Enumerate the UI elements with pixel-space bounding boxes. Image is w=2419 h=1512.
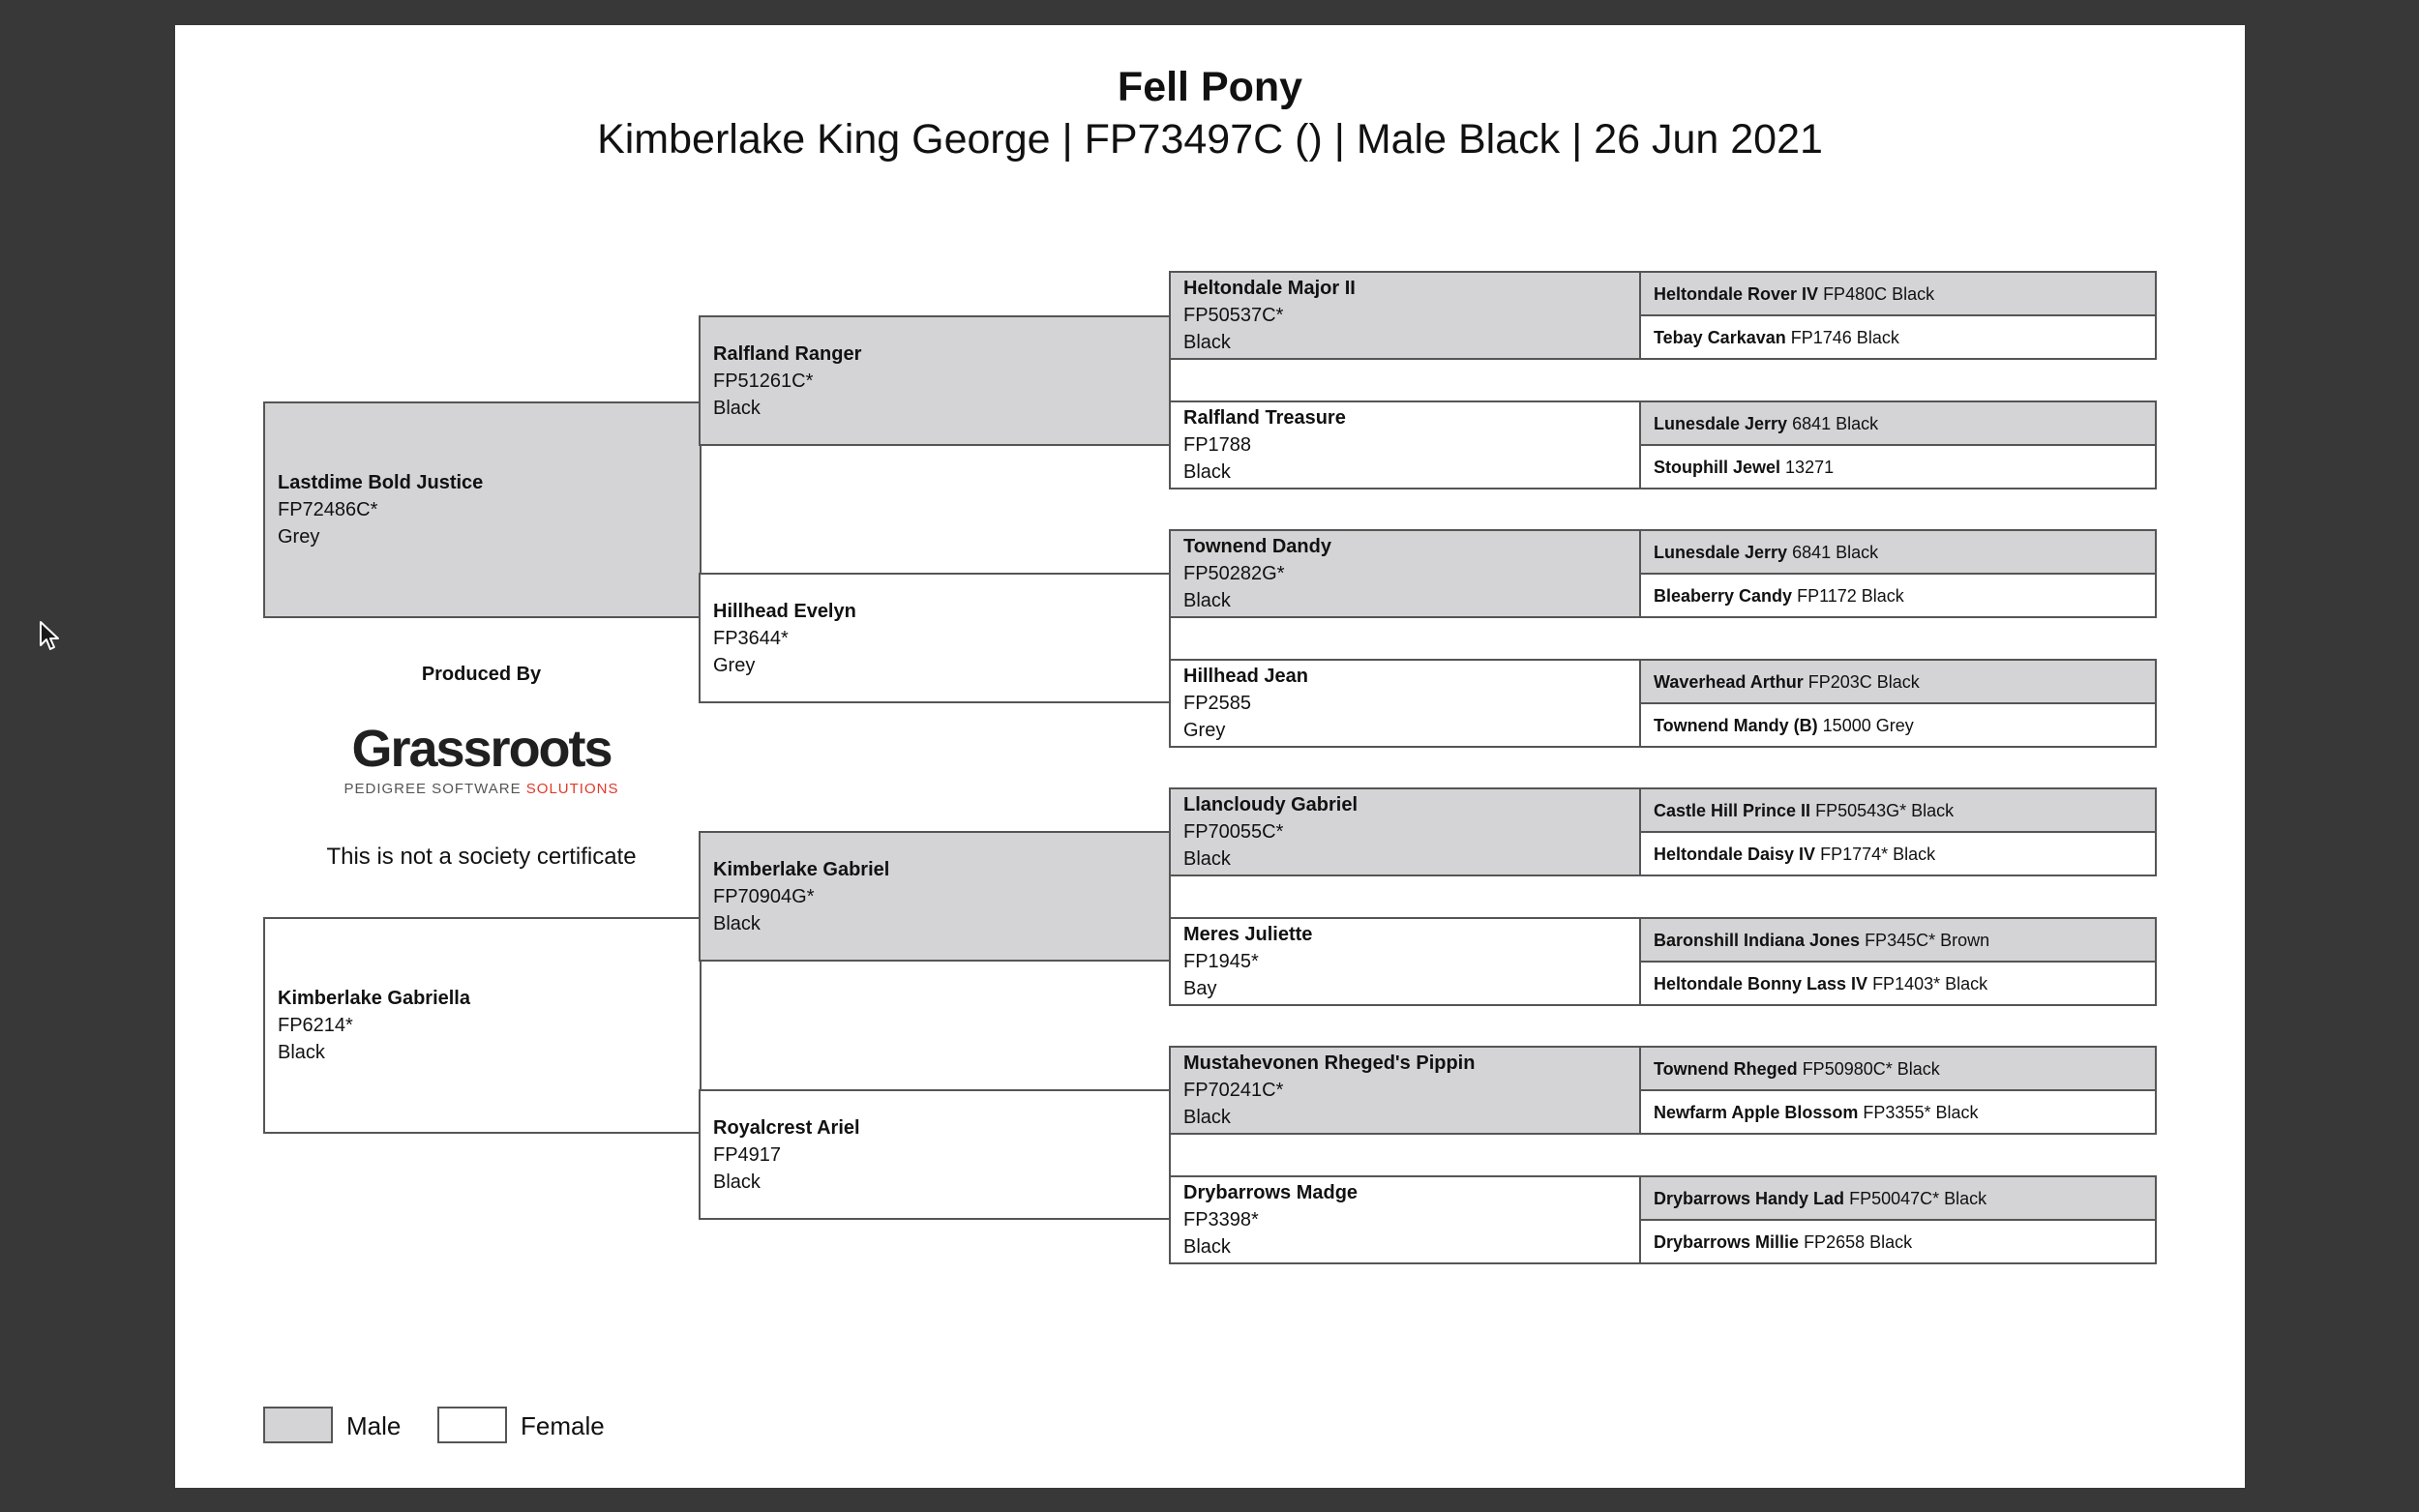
g4-ancestor-box[interactable] [1639,1175,2157,1221]
horse-name: Stouphill Jewel [1654,457,1781,477]
grassroots-logo: Grassroots [351,720,612,778]
horse-color: Black [1183,332,1231,353]
horse-name: Waverhead Arthur [1654,671,1804,692]
horse-reg: FP4917 [713,1143,782,1166]
horse-name: Heltondale Daisy IV [1654,844,1816,864]
horse-color: Black [1183,1236,1231,1258]
horse-detail: 13271 [1785,457,1835,477]
granddam-paternal-box[interactable] [699,573,1171,703]
horse-name: Castle Hill Prince II [1654,800,1811,820]
horse-color: Black [1183,848,1231,870]
g4-ancestor-box[interactable] [1639,917,2157,963]
horse-name: Heltondale Bonny Lass IV [1654,973,1868,993]
g3-ancestor-box[interactable] [1169,787,1641,876]
horse-name: Heltondale Rover IV [1654,283,1819,304]
horse-reg: FP50537C* [1183,305,1284,326]
mouse-pointer-icon [39,620,60,653]
horse-color: Grey [1183,720,1226,741]
horse-color: Black [1183,590,1231,611]
horse-name: Hillhead Evelyn [713,600,856,622]
horse-name: Meres Juliette [1183,924,1313,945]
sire-box[interactable] [263,401,702,618]
g4-ancestor-box[interactable] [1639,961,2157,1006]
g4-ancestor-box[interactable] [1639,831,2157,876]
horse-color: Black [1183,461,1231,483]
grandsire-paternal-box[interactable] [699,315,1171,446]
g4-ancestor-box[interactable] [1639,400,2157,446]
horse-name: Lunesdale Jerry [1654,542,1788,562]
horse-detail: FP50543G* Black [1815,800,1955,820]
legend-male-swatch [263,1407,333,1443]
horse-reg: FP3398* [1183,1209,1259,1230]
horse-color: Black [713,397,761,419]
horse-detail: FP203C Black [1807,671,1920,692]
horse-detail: 6841 Black [1792,413,1879,433]
g4-ancestor-box[interactable] [1639,787,2157,833]
horse-name: Townend Mandy (B) [1654,715,1818,735]
g4-ancestor-box[interactable] [1639,271,2157,316]
dam-box[interactable] [263,917,702,1134]
horse-detail: FP1172 Black [1797,585,1904,606]
tagline-main: PEDIGREE SOFTWARE [343,781,526,797]
horse-detail: FP480C Black [1823,283,1935,304]
horse-reg: FP72486C* [278,499,378,520]
horse-name: Bleaberry Candy [1654,585,1793,606]
g3-ancestor-box[interactable] [1169,917,1641,1006]
horse-name: Ralfland Treasure [1183,407,1346,429]
horse-name: Lastdime Bold Justice [278,472,484,493]
disclaimer-text: This is not a society certificate [326,844,637,870]
legend-male-label: Male [346,1411,402,1440]
horse-reg: FP2585 [1183,693,1252,714]
horse-detail: 15000 Grey [1822,715,1914,735]
horse-name: Royalcrest Ariel [713,1116,860,1139]
horse-detail: FP50980C* Black [1802,1058,1940,1079]
g4-ancestor-box[interactable] [1639,1046,2157,1091]
g4-ancestor-box[interactable] [1639,659,2157,704]
horse-detail: FP345C* Brown [1865,930,1990,950]
g4-ancestor-box[interactable] [1639,1089,2157,1135]
horse-name: Tebay Carkavan [1654,327,1786,347]
g4-ancestor-box[interactable] [1639,1219,2157,1264]
horse-reg: FP6214* [278,1015,353,1036]
horse-reg: FP51261C* [713,370,814,392]
horse-name: Drybarrows Millie [1654,1231,1800,1252]
g4-ancestor-box[interactable] [1639,444,2157,489]
grassroots-logo-tagline [263,781,700,797]
horse-reg: FP70055C* [1183,821,1284,843]
grandsire-maternal-box[interactable] [699,831,1171,962]
horse-detail: FP3355* Black [1863,1102,1979,1122]
horse-detail: FP1746 Black [1790,327,1899,347]
horse-reg: FP70241C* [1183,1080,1284,1101]
horse-name: Kimberlake Gabriella [278,988,470,1009]
produced-by-label: Produced By [421,664,542,685]
horse-detail: FP2658 Black [1804,1231,1913,1252]
horse-detail: 6841 Black [1792,542,1879,562]
legend-female-label: Female [521,1411,605,1440]
horse-reg: FP50282G* [1183,563,1285,584]
g3-ancestor-box[interactable] [1169,1175,1641,1264]
horse-detail: FP1403* Black [1872,973,1988,993]
g4-ancestor-box[interactable] [1639,702,2157,748]
horse-name: Lunesdale Jerry [1654,413,1788,433]
horse-name: Mustahevonen Rheged's Pippin [1183,1052,1476,1074]
g3-ancestor-box[interactable] [1169,400,1641,489]
horse-name: Ralfland Ranger [713,342,862,365]
horse-name: Llancloudy Gabriel [1183,794,1359,815]
g3-ancestor-box[interactable] [1169,271,1641,360]
pedigree-certificate-page [175,25,2245,1488]
horse-color: Black [278,1042,325,1063]
horse-name: Townend Rheged [1654,1058,1798,1079]
horse-color: Grey [713,654,756,676]
horse-reg: FP70904G* [713,885,815,907]
horse-color: Grey [278,526,320,548]
g3-ancestor-box[interactable] [1169,1046,1641,1135]
tagline-accent: SOLUTIONS [525,781,619,797]
horse-name: Drybarrows Madge [1183,1182,1359,1203]
horse-color: Black [1183,1107,1231,1128]
document-subtitle: Kimberlake King George | FP73497C () | Male Black | 26 Jun 2021 [597,116,1823,163]
horse-detail: FP1774* Black [1820,844,1936,864]
horse-color: Bay [1183,978,1217,999]
legend-female-swatch [437,1407,507,1443]
g3-ancestor-box[interactable] [1169,529,1641,618]
horse-name: Newfarm Apple Blossom [1654,1102,1859,1122]
horse-color: Black [713,912,761,934]
g4-ancestor-box[interactable] [1639,314,2157,360]
horse-reg: FP1788 [1183,434,1252,456]
horse-name: Baronshill Indiana Jones [1654,930,1861,950]
horse-name: Drybarrows Handy Lad [1654,1188,1845,1208]
horse-reg: FP3644* [713,627,789,649]
g4-ancestor-box[interactable] [1639,529,2157,575]
granddam-maternal-box[interactable] [699,1089,1171,1220]
g3-ancestor-box[interactable] [1169,659,1641,748]
document-title: Fell Pony [1117,64,1303,110]
horse-name: Kimberlake Gabriel [713,858,890,880]
horse-name: Heltondale Major II [1183,278,1356,299]
horse-reg: FP1945* [1183,951,1259,972]
horse-detail: FP50047C* Black [1849,1188,1987,1208]
horse-name: Townend Dandy [1183,536,1331,557]
horse-name: Hillhead Jean [1183,666,1308,687]
g4-ancestor-box[interactable] [1639,573,2157,618]
horse-color: Black [713,1171,761,1193]
